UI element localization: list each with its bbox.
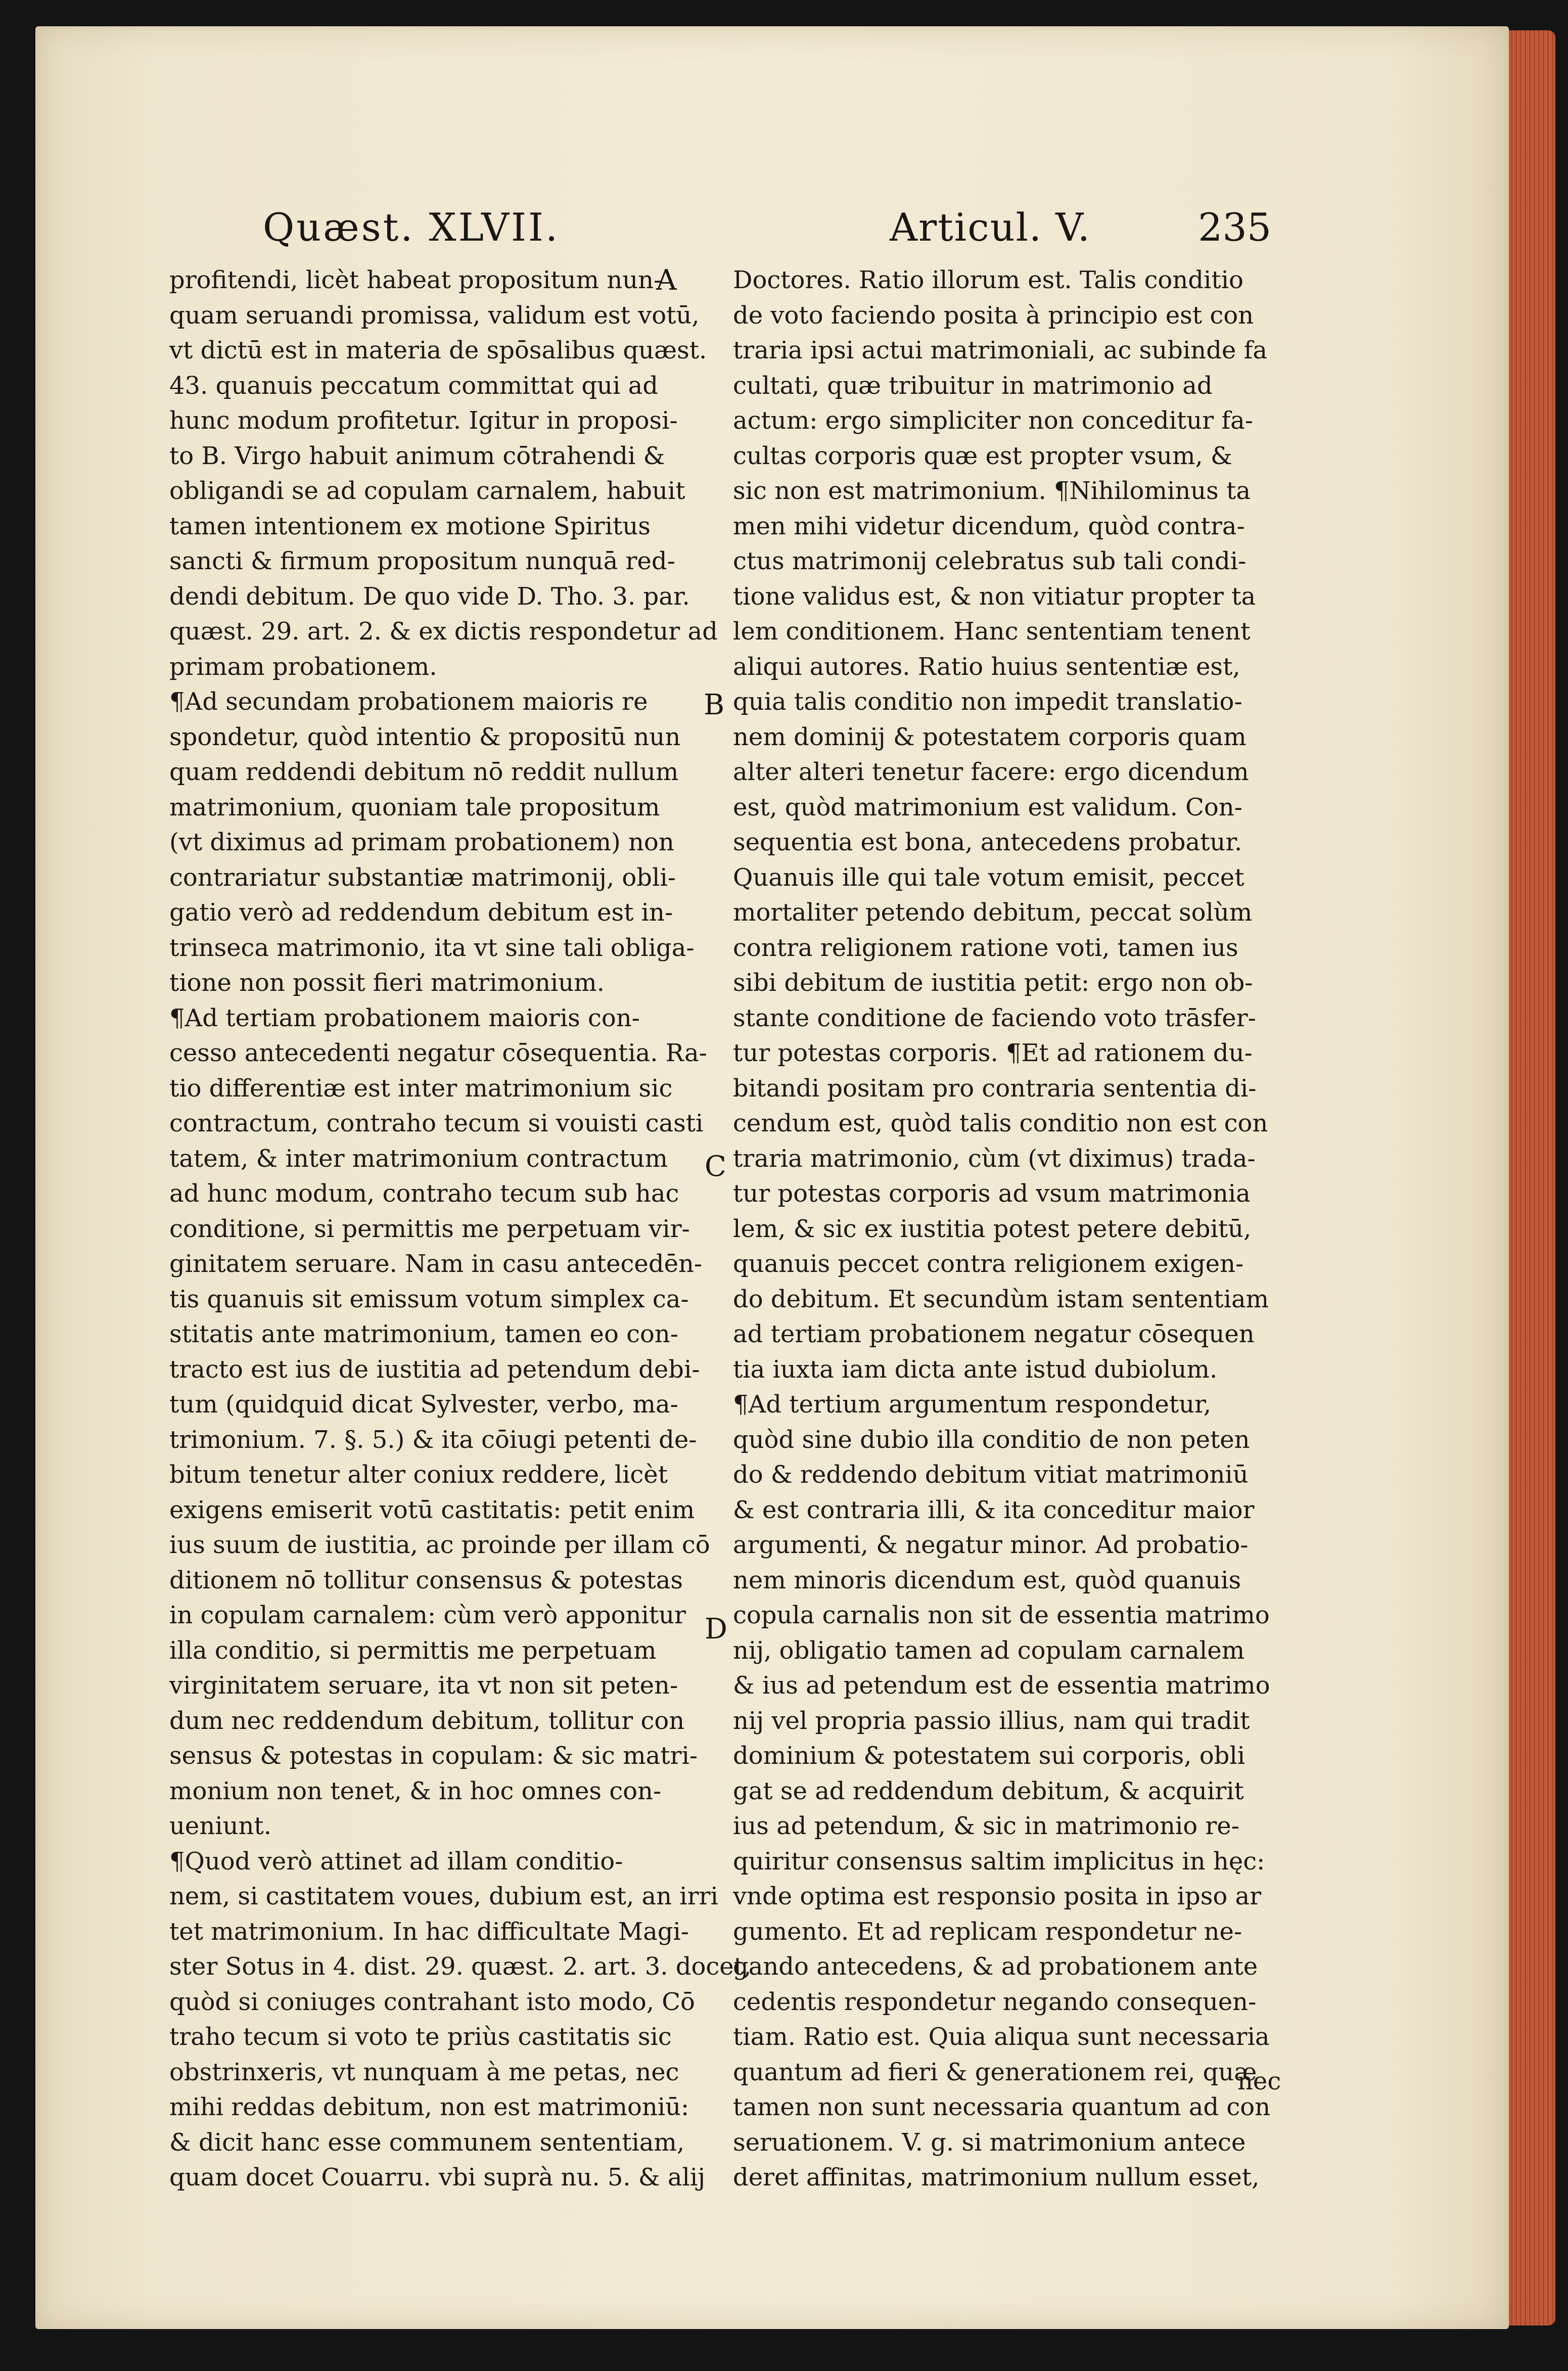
margin-letter-b: B xyxy=(704,689,725,721)
catchword: nec xyxy=(1237,2067,1281,2095)
right-text-column: Doctores. Ratio illorum est. Talis conditio de voto faciendo posita à principio est con traria ipsi actui matrimoniali, ac subinde fa cultati, quæ tribuitur in matrimonio ad actum: ergo simpliciter non conceditur fa- cultas corporis quæ est propter vsum, & sic non est matrimonium. ¶Nihilominus ta men mihi videtur dicendum, quòd contra- ctus matrimonij celebratus sub tali condi- tione validus est, & non vitiatur propter ta lem conditionem. Hanc sententiam tenent aliqui autores. Ratio huius sententiæ est, quia talis conditio non impedit translatio- nem dominij & potestatem corporis quam alter alteri tenetur facere: ergo dicendum est, quòd matrimonium est validum. Con- sequentia est bona, antecedens probatur. Quanuis ille qui tale votum emisit, peccet mortaliter petendo debitum, peccat solùm contra religionem ratione voti, tamen ius sibi debitum de iustitia petit: ergo non ob- stante conditione de faciendo voto trāsfer- tur potestas corporis. ¶Et ad rationem du- bitandi positam pro contraria sententia di- cendum est, quòd talis conditio non est con traria matrimonio, cùm (vt diximus) trada- tur potestas corporis ad vsum matrimonia lem, & sic ex iustitia potest petere debitū, quanuis peccet contra religionem exigen- do debitum. Et secundùm istam sententiam ad tertiam probationem negatur cōsequen tia iuxta iam dicta ante istud dubiolum. ¶Ad tertium argumentum respondetur, quòd sine dubio illa conditio de non peten do & reddendo debitum vitiat matrimoniū & est contraria illi, & ita conceditur maior argumenti, & negatur minor. Ad probatio- nem minoris dicendum est, quòd quanuis copula carnalis non sit de essentia matrimo nij, obligatio tamen ad copulam carnalem & ius ad petendum est de essentia matrimo nij vel propria passio illius, nam qui tradit dominium & potestatem sui corporis, obli gat se ad reddendum debitum, & acquirit ius ad petendum, & sic in matrimonio re- quiritur consensus saltim implicitus in hęc: vnde optima est responsio posita in ipso ar gumento. Et ad replicam respondetur ne- gando antecedens, & ad probationem ante cedentis respondetur negando consequen- tiam. Ratio est. Quia aliqua sunt necessaria quantum ad fieri & generationem rei, quæ tamen non sunt necessaria quantum ad con seruationem. V. g. si matrimonium antece deret affinitas, matrimonium nullum esset, xyxy=(733,266,1271,2192)
margin-letter-d: D xyxy=(705,1613,727,1646)
margin-letter-c: C xyxy=(705,1150,726,1183)
book-fore-edge xyxy=(1509,30,1555,2326)
running-head-question: Quæst. XLVII. xyxy=(263,205,560,250)
left-text-column: profitendi, licèt habeat propositum nun- quam seruandi promissa, validum est votū, vt dictū est in materia de spōsalibus quæst. 43. quanuis peccatum committat qui ad hunc modum profitetur. Igitur in proposi- to B. Virgo habuit animum cōtrahendi & obligandi se ad copulam carnalem, habuit tamen intentionem ex motione Spiritus sancti & firmum propositum nunquā red- dendi debitum. De quo vide D. Tho. 3. par. quæst. 29. art. 2. & ex dictis respondetur ad primam probationem. ¶Ad secundam probationem maioris re spondetur, quòd intentio & propositū nun quam reddendi debitum nō reddit nullum matrimonium, quoniam tale propositum (vt diximus ad primam probationem) non contrariatur substantiæ matrimonij, obli- gatio verò ad reddendum debitum est in- trinseca matrimonio, ita vt sine tali obliga- tione non possit fieri matrimonium. ¶Ad tertiam probationem maioris con- cesso antecedenti negatur cōsequentia. Ra- tio differentiæ est inter matrimonium sic contractum, contraho tecum si vouisti casti tatem, & inter matrimonium contractum ad hunc modum, contraho tecum sub hac conditione, si permittis me perpetuam vir- ginitatem seruare. Nam in casu antecedēn- tis quanuis sit emissum votum simplex ca- stitatis ante matrimonium, tamen eo con- tracto est ius de iustitia ad petendum debi- tum (quidquid dicat Sylvester, verbo, ma- trimonium. 7. §. 5.) & ita cōiugi petenti de- bitum tenetur alter coniux reddere, licèt exigens emiserit votū castitatis: petit enim ius suum de iustitia, ac proinde per illam cō ditionem nō tollitur consensus & potestas in copulam carnalem: cùm verò apponitur illa conditio, si permittis me perpetuam virginitatem seruare, ita vt non sit peten- dum nec reddendum debitum, tollitur con sensus & potestas in copulam: & sic matri- monium non tenet, & in hoc omnes con- ueniunt. ¶Quod verò attinet ad illam conditio- nem, si castitatem voues, dubium est, an irri tet matrimonium. In hac difficultate Magi- ster Sotus in 4. dist. 29. quæst. 2. art. 3. docet, quòd si coniuges contrahant isto modo, Cō traho tecum si voto te priùs castitatis sic obstrinxeris, vt nunquam à me petas, nec mihi reddas debitum, non est matrimoniū: & dicit hanc esse communem sententiam, quam docet Couarru. vbi suprà nu. 5. & alij xyxy=(169,266,752,2192)
page-number: 235 xyxy=(1198,205,1272,250)
margin-letter-a: A xyxy=(656,264,677,297)
running-head-article: Articul. V. xyxy=(890,205,1091,250)
